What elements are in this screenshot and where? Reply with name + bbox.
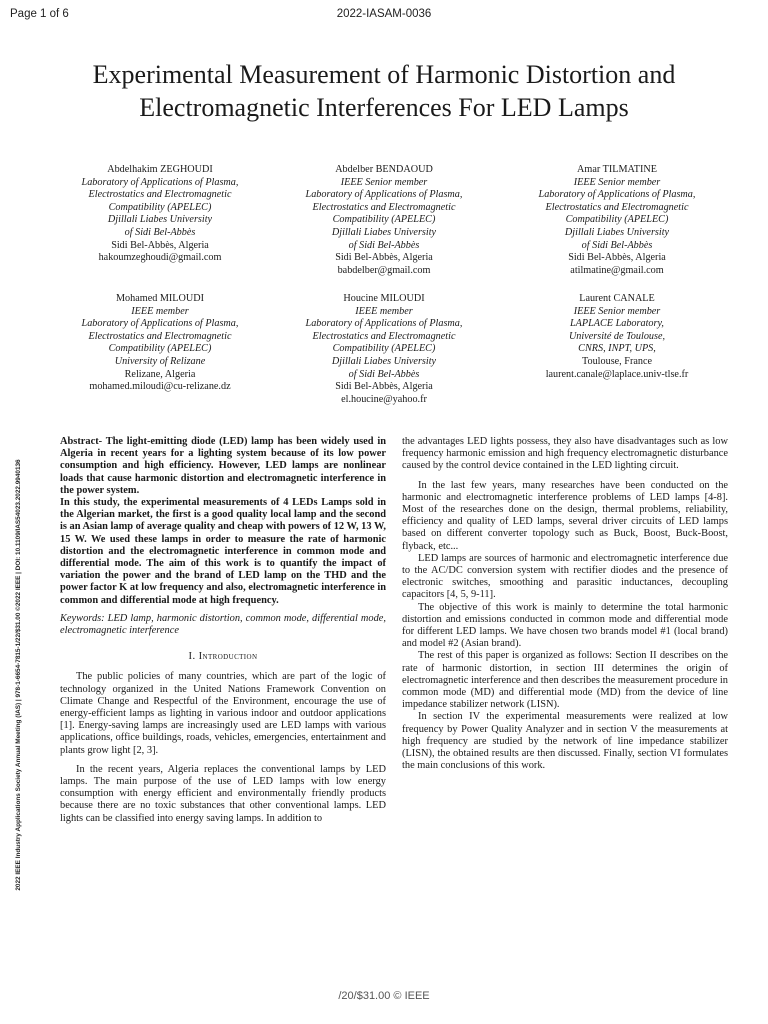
author-affiliation: Djillali Liabes University [331,355,437,367]
author-affiliation: LAPLACE Laboratory, [570,318,664,330]
page-footer: /20/$31.00 © IEEE [338,990,430,1002]
author-name: Laurent CANALE [579,293,655,304]
author-block [45,164,275,265]
author-affiliation: CNRS, INPT, UPS, [578,343,656,355]
author-block [45,293,275,394]
author-affiliation: Electrostatics and Electromagnetic [88,189,232,201]
author-email: atilmatine@gmail.com [570,264,664,276]
author-affiliation: Electrostatics and Electromagnetic [88,330,232,342]
author-email: el.houcine@yahoo.fr [341,393,427,405]
author-affiliation: Compatibility (APELEC) [108,201,212,213]
author-affiliation: IEEE member [355,305,413,317]
body-paragraph: LED lamps are sources of harmonic and electromagnetic interference due to the AC/DC conversion system with rectifier diodes and the presence of electronic switches, smoothing and parasitic inductances, decoupling capacitors [4, 5, 9-11]. [402,552,728,601]
author-affiliation: Laboratory of Applications of Plasma, [305,189,463,201]
author-block [269,164,499,277]
author-affiliation: of Sidi Bel-Abbès [348,239,420,251]
body-paragraph: the advantages LED lights possess, they also have disadvantages such as low frequency harmonic emission and high frequency electromagnetic disturbance caused by the control device contained in the LED lighting circuit. [402,436,728,472]
page-number: Page 1 of 6 [10,8,69,20]
author-affiliation: Université de Toulouse, [568,330,666,342]
author-affiliation: Compatibility (APELEC) [332,214,436,226]
author-affiliation: Djillali Liabes University [107,214,213,226]
author-email: hakoumzeghoudi@gmail.com [98,252,222,264]
author-affiliation: of Sidi Bel-Abbès [581,239,653,251]
author-name: Abdelber BENDAOUD [335,164,433,175]
author-city: Sidi Bel-Abbès, Algeria [335,381,433,393]
body-paragraph: In the last few years, many researches have been conducted on the harmonic and electromagnetic interference problems of LED lamps [4-8]. Most of the researches done on the design, thermal problems, reliability, efficiency and quality of LED lamps, several driver circuits of LED lamps based on different converter topology such as Buck, Boost, Buck-Boost, flyback, etc... [402,479,728,552]
author-affiliation: IEEE member [131,305,189,317]
author-affiliation: Compatibility (APELEC) [565,214,669,226]
author-block [502,164,732,277]
keywords: Keywords: LED lamp, harmonic distortion, common mode, differential mode, electromagnetic interference [60,612,386,637]
author-affiliation: of Sidi Bel-Abbès [348,368,420,380]
ieee-side-notice-text: 2022 IEEE Industry Applications Society Annual Meeting (IAS) | 978-1-6654-7815-1/22/$31.00 ©2022 IEEE | DOI: 10.1109/IAS54023.2022.9940136 [15,459,22,891]
author-affiliation: Laboratory of Applications of Plasma, [81,318,239,330]
document-id: 2022-IASAM-0036 [336,8,432,20]
author-affiliation: Laboratory of Applications of Plasma, [305,318,463,330]
author-affiliation: Compatibility (APELEC) [332,343,436,355]
author-city: Relizane, Algeria [124,368,196,380]
author-block [502,293,732,381]
author-city: Sidi Bel-Abbès, Algeria [111,239,209,251]
author-affiliation: Electrostatics and Electromagnetic [312,330,456,342]
body-paragraph: The objective of this work is mainly to determine the total harmonic distortion and emissions conducted in common mode and differential mode for different LED lamps. We have chosen two brands model #1 (local brand) and model #2 (Asian brand). [402,601,728,650]
abstract-paragraph: Abstract- The light-emitting diode (LED) lamp has been widely used in Algeria in recent years for a lighting system because of its low power consumption and high efficiency. However, LED lamps are nonlinear loads that cause harmonic distortion and electromagnetic interference in the power system. [60,436,386,496]
author-city: Sidi Bel-Abbès, Algeria [335,252,433,264]
body-paragraph: In section IV the experimental measurements were realized at low frequency by Power Quality Analyzer and in section V the measurements at high frequency are studied by the network of line impedance stabilizer (LISN), the obtained results are then discussed. Finally, section VI formulates the main conclusions of this work. [402,711,728,772]
author-email: laurent.canale@laplace.univ-tlse.fr [545,368,689,380]
page-header [0,8,768,26]
body-paragraph: In the recent years, Algeria replaces the conventional lamps by LED lamps. The main purpose of the use of LED lamps with low energy consumption with energy efficient and environmentally friendly products because there are no toxic substances that other conventional lamps. LED lights can be classified into energy saving lamps. In addition to [60,763,386,824]
author-city: Sidi Bel-Abbès, Algeria [568,252,666,264]
ieee-side-notice [12,380,26,970]
author-affiliation: IEEE Senior member [573,176,661,188]
author-name: Amar TILMATINE [577,164,657,175]
author-name: Abdelhakim ZEGHOUDI [107,164,213,175]
author-affiliation: University of Relizane [114,355,206,367]
author-affiliation: Electrostatics and Electromagnetic [312,201,456,213]
author-block [269,293,499,406]
author-affiliation: Djillali Liabes University [564,226,670,238]
author-affiliation: IEEE Senior member [573,305,661,317]
author-name: Mohamed MILOUDI [116,293,204,304]
section-heading: I. Introduction [188,651,258,663]
author-affiliation: of Sidi Bel-Abbès [124,226,196,238]
author-affiliation: Compatibility (APELEC) [108,343,212,355]
author-affiliation: IEEE Senior member [340,176,428,188]
author-email: mohamed.miloudi@cu-relizane.dz [89,381,231,393]
author-name: Houcine MILOUDI [343,293,425,304]
body-paragraph: The public policies of many countries, which are part of the logic of technology organized in the United Nations Framework Convention on Climate Change and Respectful of the Environment, encourage the use of energy-efficient lamps as lighting in various indoor and outdoor applications [1]. Energy-saving lamps are increasingly used are LED lamps with various applications, office buildings, roads, vehicles, emergencies, entertainment and plants grow light [2, 3]. [60,671,386,756]
body-paragraph: The rest of this paper is organized as follows: Section II describes on the rate of harmonic distortion, in section III determines the origin of electromagnetic interference and then describes the measurement procedure in common mode (MD) and differential mode (MD) from the device of line impedance stabilizer network (LISN). [402,650,728,711]
author-affiliation: Djillali Liabes University [331,226,437,238]
author-city: Toulouse, France [581,355,652,367]
author-affiliation: Laboratory of Applications of Plasma, [81,176,239,188]
paper-title: Experimental Measurement of Harmonic Distortion and Electromagnetic Interferences For LED Lamps [92,60,676,122]
author-email: babdelber@gmail.com [337,264,431,276]
author-affiliation: Electrostatics and Electromagnetic [545,201,689,213]
left-column [60,436,386,825]
author-affiliation: Laboratory of Applications of Plasma, [538,189,696,201]
right-column [402,436,728,772]
abstract-paragraph: In this study, the experimental measurements of 4 LEDs Lamps sold in the Algerian market, the first is a good quality local lamp and the second is an Asian lamp of average quality and cheap with powers of 12 W, 13 W, 15 W. We used these lamps in order to measure the rate of harmonic distortion and the electromagnetic interference in common mode and differential mode. The aim of this work is to quantify the impact of variation the power and the brand of LED lamp on the THD and the power factor K at low frequency and also, electromagnetic interference in common and differential mode at high frequency. [60,497,386,606]
